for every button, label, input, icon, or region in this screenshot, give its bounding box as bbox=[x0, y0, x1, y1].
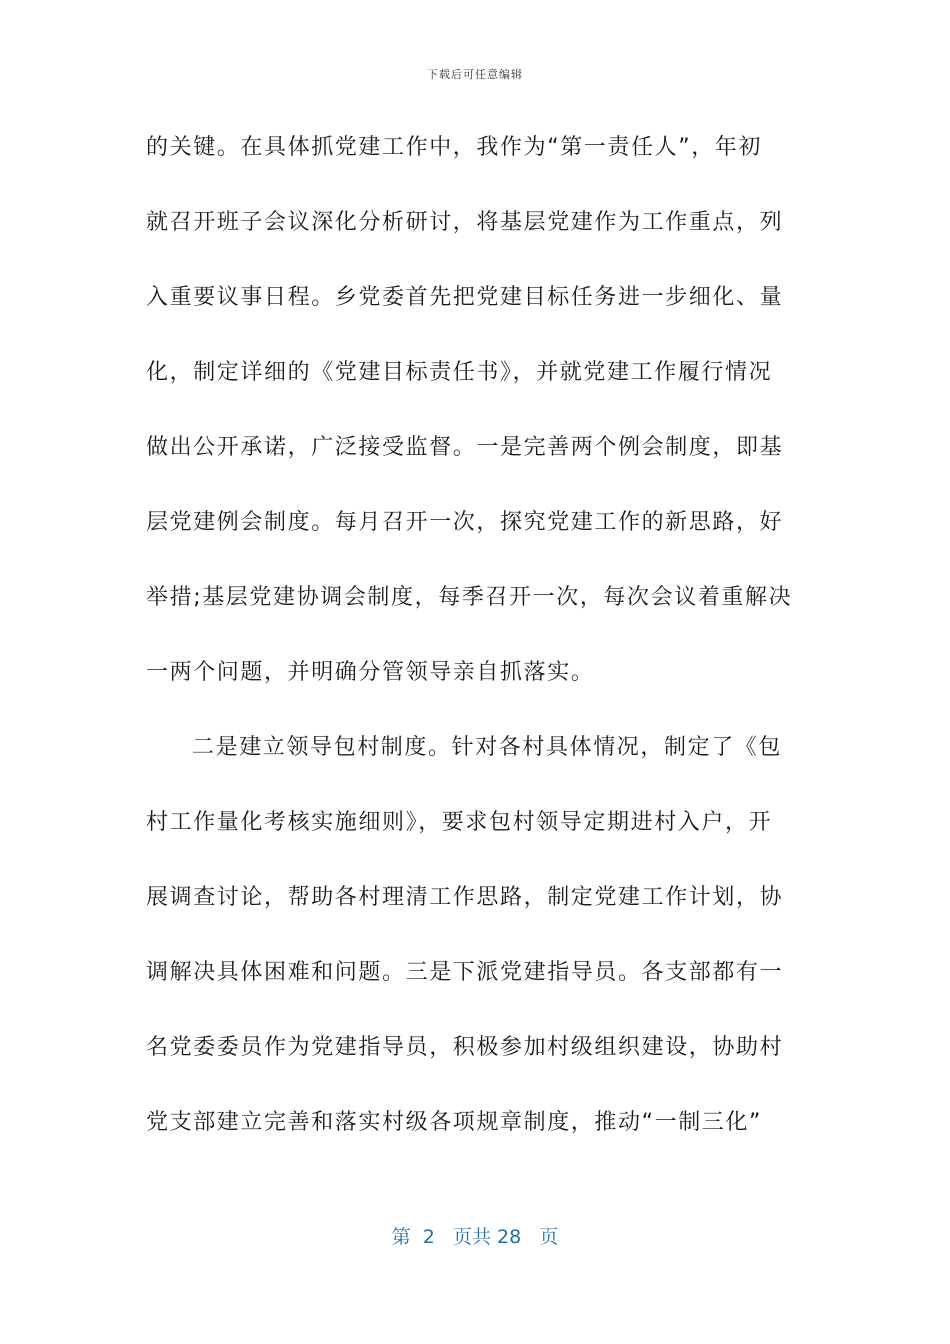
text-line: 调解决具体困难和问题。三是下派党建指导员。各支部都有一 bbox=[146, 960, 784, 985]
current-page-number: 2 bbox=[422, 1226, 435, 1248]
text-line: 展调查讨论，帮助各村理清工作思路，制定党建工作计划，协 bbox=[146, 885, 784, 910]
text-line: 一两个问题，并明确分管领导亲自抓落实。 bbox=[146, 660, 595, 685]
page-number-footer bbox=[0, 1222, 950, 1249]
text-line: 入重要议事日程。乡党委首先把党建目标任务进一步细化、量 bbox=[146, 285, 784, 310]
text-line: 层党建例会制度。每月召开一次，探究党建工作的新思路，好 bbox=[146, 510, 784, 535]
text-line: 化，制定详细的《党建目标责任书》，并就党建工作履行情况 bbox=[146, 360, 773, 385]
text-line: 的关键。在具体抓党建工作中，我作为“第一责任人”，年初 bbox=[146, 135, 762, 160]
text-line: 就召开班子会议深化分析研讨，将基层党建作为工作重点，列 bbox=[146, 210, 784, 235]
page-header-note: 下载后可任意编辑 bbox=[427, 68, 523, 81]
footer-prefix: 第 bbox=[391, 1226, 411, 1248]
document-body bbox=[146, 118, 806, 1168]
text-line: 做出公开承诺，广泛接受监督。一是完善两个例会制度，即基 bbox=[146, 435, 784, 460]
text-line: 党支部建立完善和落实村级各项规章制度，推动“一制三化” bbox=[146, 1110, 762, 1135]
text-line: 举措;基层党建协调会制度，每季召开一次，每次会议着重解决 bbox=[146, 585, 793, 610]
text-line: 村工作量化考核实施细则》，要求包村领导定期进村入户，开 bbox=[146, 810, 773, 835]
text-line: 名党委委员作为党建指导员，积极参加村级组织建设，协助村 bbox=[146, 1035, 784, 1060]
footer-middle: 页共 bbox=[452, 1226, 491, 1248]
paragraph-start-line: 二是建立领导包村制度。针对各村具体情况，制定了《包 bbox=[192, 735, 783, 760]
total-pages-number: 28 bbox=[497, 1226, 522, 1248]
footer-suffix: 页 bbox=[539, 1226, 559, 1248]
